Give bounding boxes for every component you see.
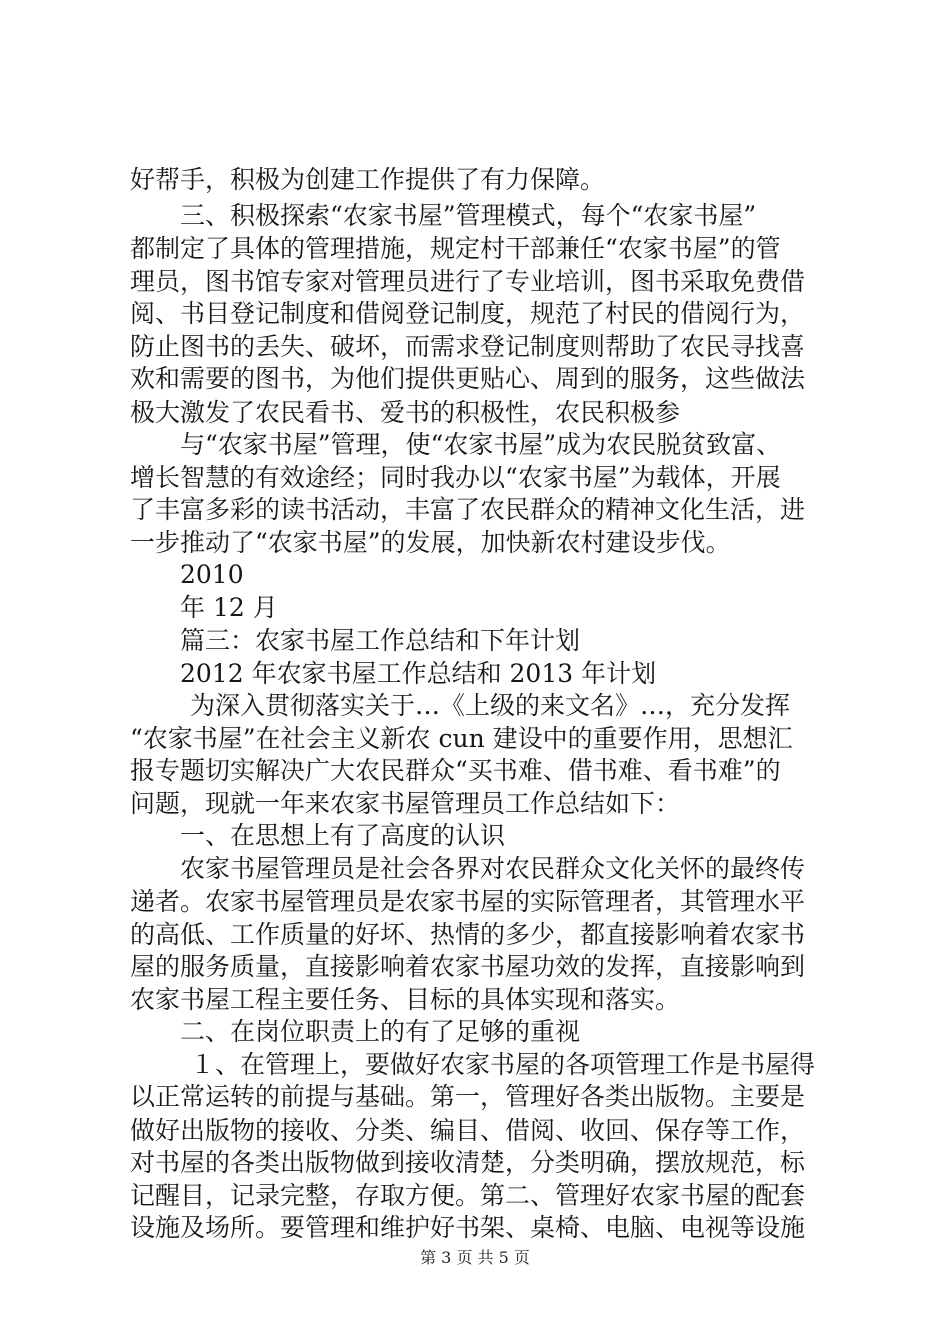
text-line: 都制定了具体的管理措施，规定村干部兼任“农家书屋”的管 bbox=[130, 234, 781, 263]
text-line: 2012 年农家书屋工作总结和 2013 年计划 bbox=[180, 659, 657, 688]
text-line: 年 12 月 bbox=[180, 593, 278, 622]
text-line: 理员，图书馆专家对管理员进行了专业培训，图书采取免费借 bbox=[130, 267, 806, 296]
text-line: 以正常运转的前提与基础。第一，管理好各类出版物。主要是 bbox=[130, 1082, 806, 1111]
text-line: 2010 bbox=[180, 560, 244, 589]
text-line: 一步推动了“农家书屋”的发展，加快新农村建设步伐。 bbox=[130, 528, 731, 557]
text-line: 设施及场所。要管理和维护好书架、桌椅、电脑、电视等设施 bbox=[130, 1213, 806, 1242]
text-line: 与“农家书屋”管理，使“农家书屋”成为农民脱贫致富、 bbox=[180, 430, 782, 459]
text-line: 为深入贯彻落实关于…《上级的来文名》…，充分发挥 bbox=[190, 691, 791, 720]
text-line: 了丰富多彩的读书活动，丰富了农民群众的精神文化生活，进 bbox=[130, 495, 806, 524]
text-line: 防止图书的丢失、破坏，而需求登记制度则帮助了农民寻找喜 bbox=[130, 332, 806, 361]
text-line: 的高低、工作质量的好坏、热情的多少，都直接影响着农家书 bbox=[130, 920, 806, 949]
text-line: 记醒目，记录完整，存取方便。第二、管理好农家书屋的配套 bbox=[130, 1181, 806, 1210]
text-line: 阅、书目登记制度和借阅登记制度，规范了村民的借阅行为， bbox=[130, 299, 806, 328]
text-line: 增长智慧的有效途经；同时我办以“农家书屋”为载体，开展 bbox=[130, 463, 781, 492]
text-line: 问题，现就一年来农家书屋管理员工作总结如下： bbox=[130, 789, 681, 818]
text-line: １、在管理上，要做好农家书屋的各项管理工作是书屋得 bbox=[190, 1050, 816, 1079]
text-line: 农家书屋工程主要任务、目标的具体实现和落实。 bbox=[130, 985, 681, 1014]
text-line: “农家书屋”在社会主义新农 cun 建设中的重要作用，思想汇 bbox=[130, 724, 793, 753]
text-line: 三、积极探索“农家书屋”管理模式，每个“农家书屋” bbox=[180, 201, 757, 230]
text-line: 极大激发了农民看书、爱书的积极性，农民积极参 bbox=[130, 398, 681, 427]
page-footer: 第 3 页 共 5 页 bbox=[420, 1248, 530, 1267]
text-line: 欢和需要的图书，为他们提供更贴心、周到的服务，这些做法 bbox=[130, 364, 806, 393]
text-line: 报专题切实解决广大农民群众“买书难、借书难、看书难”的 bbox=[130, 756, 781, 785]
text-line: 农家书屋管理员是社会各界对农民群众文化关怀的最终传 bbox=[180, 854, 806, 883]
text-line: 递者。农家书屋管理员是农家书屋的实际管理者，其管理水平 bbox=[130, 887, 806, 916]
text-line: 二、在岗位职责上的有了足够的重视 bbox=[180, 1017, 581, 1046]
text-line: 篇三：农家书屋工作总结和下年计划 bbox=[180, 626, 581, 655]
text-line: 做好出版物的接收、分类、编目、借阅、收回、保存等工作， bbox=[130, 1116, 806, 1145]
text-line: 对书屋的各类出版物做到接收清楚，分类明确，摆放规范，标 bbox=[130, 1148, 806, 1177]
text-line: 好帮手，积极为创建工作提供了有力保障。 bbox=[130, 165, 606, 194]
text-line: 一、在思想上有了高度的认识 bbox=[180, 821, 506, 850]
text-line: 屋的服务质量，直接影响着农家书屋功效的发挥，直接影响到 bbox=[130, 952, 806, 981]
